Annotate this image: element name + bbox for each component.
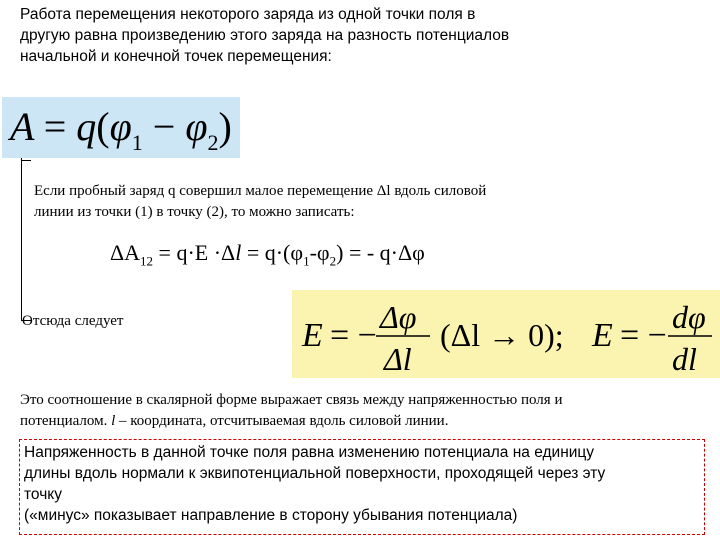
work-formula-sub: 2 (329, 253, 337, 269)
work-field-formula (110, 240, 425, 269)
relation-text: – координата, отсчитываемая вдоль силовой линии. (115, 413, 449, 429)
small-displacement-line: Если пробный заряд q совершил малое перемещение Δl вдоль силовой (34, 183, 487, 199)
formula-q: q (76, 104, 97, 149)
formula-a: A (10, 104, 34, 149)
definition-line: точку (24, 486, 62, 503)
formula-den1: Δl (384, 341, 412, 377)
work-formula-sub: 12 (140, 253, 154, 269)
intro-line: начальной и конечной точек перемещения: (20, 48, 332, 65)
formula-sub1: 1 (131, 130, 143, 155)
bracket-line (21, 158, 22, 320)
small-displacement-paragraph (34, 181, 674, 223)
formula-e2: E (592, 317, 613, 354)
formula-sub2: 2 (207, 130, 219, 155)
work-formula-part: ΔA (110, 240, 141, 265)
intro-line: Работа перемещения некоторого заряда из одной точки поля в (20, 6, 476, 23)
definition-box (19, 439, 705, 535)
work-formula-part: = q·E ·Δ (153, 240, 236, 265)
formula-eq2: = − (620, 317, 667, 354)
formula-phi2: φ (185, 104, 208, 149)
work-potential-formula (2, 97, 240, 158)
work-formula-part: -φ (309, 240, 330, 265)
formula-e1: E (302, 317, 323, 354)
intro-line: другую равна произведению этого заряда на разность потенциалов (20, 27, 510, 44)
hence-label: Отсюда следует (22, 313, 124, 329)
bracket-top (21, 160, 31, 161)
definition-line: длины вдоль нормали к эквипотенциальной поверхности, проходящей через эту (24, 465, 606, 482)
intro-paragraph (20, 4, 680, 67)
work-formula-part: ) = - q·Δφ (336, 240, 425, 265)
formula-num1: Δφ (380, 299, 417, 335)
formula-minus: − (152, 104, 176, 149)
field-formula-svg (292, 290, 720, 378)
formula-num2: dφ (672, 299, 706, 335)
work-formula-l: l (235, 240, 242, 265)
field-potential-formula (292, 290, 720, 378)
relation-line (20, 411, 700, 432)
formula-limit: (Δl → 0); (440, 317, 564, 353)
work-formula-sub: 1 (303, 253, 310, 269)
relation-text: потенциалом. (20, 413, 112, 429)
formula-den2: dl (672, 341, 697, 377)
relation-line: Это соотношение в скалярной форме выражает связь между напряженностью поля и (20, 392, 563, 408)
small-displacement-line: линии из точки (1) в точку (2), то можно записать: (34, 204, 355, 220)
relation-l: l (111, 413, 116, 429)
work-formula-part: = q·(φ (241, 240, 304, 265)
formula-eq: = (43, 104, 67, 149)
relation-paragraph (20, 390, 700, 432)
formula-open: ( (96, 104, 110, 149)
formula-phi1: φ (109, 104, 132, 149)
definition-line: Напряженность в данной точке поля равна изменению потенциала на единицу (24, 444, 595, 461)
definition-line: («минус» показывает направление в сторону убывания потенциала) (24, 507, 518, 524)
formula-eq1: = − (330, 317, 377, 354)
formula-close: ) (218, 104, 232, 149)
